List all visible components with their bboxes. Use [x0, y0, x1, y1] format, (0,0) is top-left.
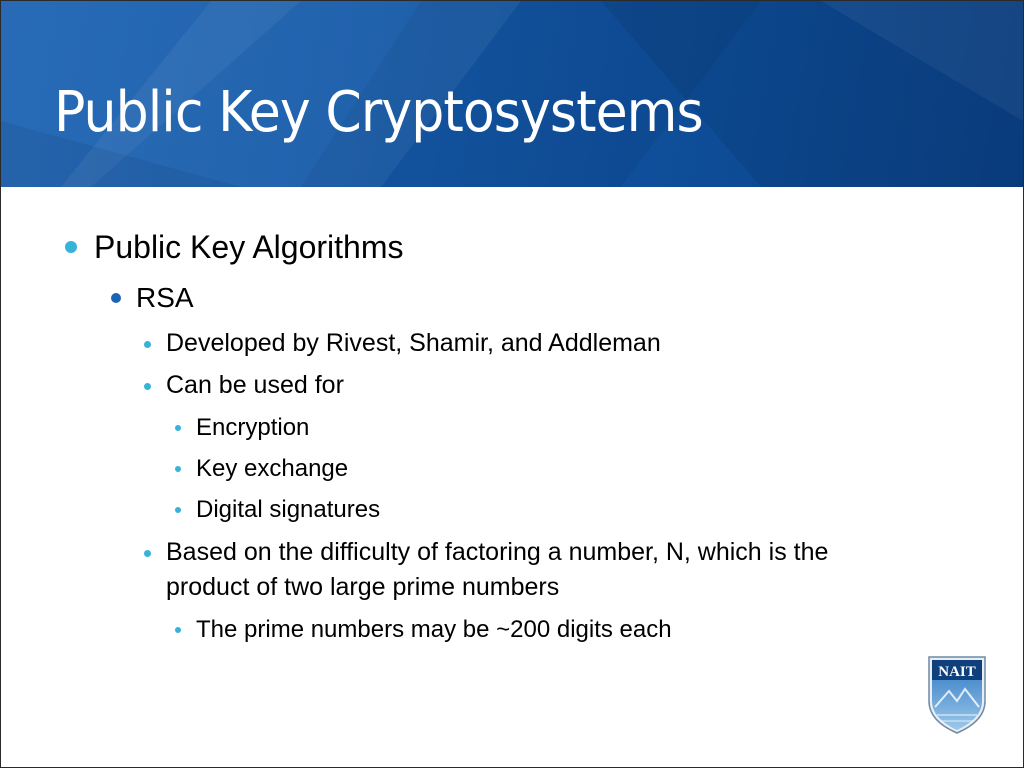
bullet-dot — [65, 241, 77, 253]
bullet-level2: RSA — [136, 282, 194, 313]
title-banner — [1, 1, 1023, 187]
bullet-dot — [175, 466, 181, 472]
bullet-level3: Can be used for — [166, 371, 344, 399]
bullet-level1: Public Key Algorithms — [94, 229, 404, 265]
bullet-level3: Developed by Rivest, Shamir, and Addleman — [166, 329, 661, 357]
bullet-dot — [144, 550, 151, 557]
bullet-dot — [144, 383, 151, 390]
bullet-level4: Key exchange — [196, 455, 349, 482]
bullet-dot — [111, 293, 121, 303]
slide-body — [1, 187, 1023, 767]
logo-text: NAIT — [938, 664, 976, 680]
bullet-level4: Encryption — [196, 414, 310, 441]
bullet-dot — [175, 507, 181, 513]
slide-title: Public Key Cryptosystems — [54, 80, 703, 145]
bullet-level3: Based on the difficulty of factoring a number, N, which is the — [166, 538, 829, 566]
bullet-level3-continuation: product of two large prime numbers — [166, 573, 560, 601]
nait-logo — [927, 655, 987, 735]
bullet-dot — [175, 627, 181, 633]
bullet-level4: The prime numbers may be ~200 digits each — [196, 616, 672, 643]
bullet-level4: Digital signatures — [196, 496, 381, 523]
bullet-dot — [175, 425, 181, 431]
bullet-dot — [144, 341, 151, 348]
